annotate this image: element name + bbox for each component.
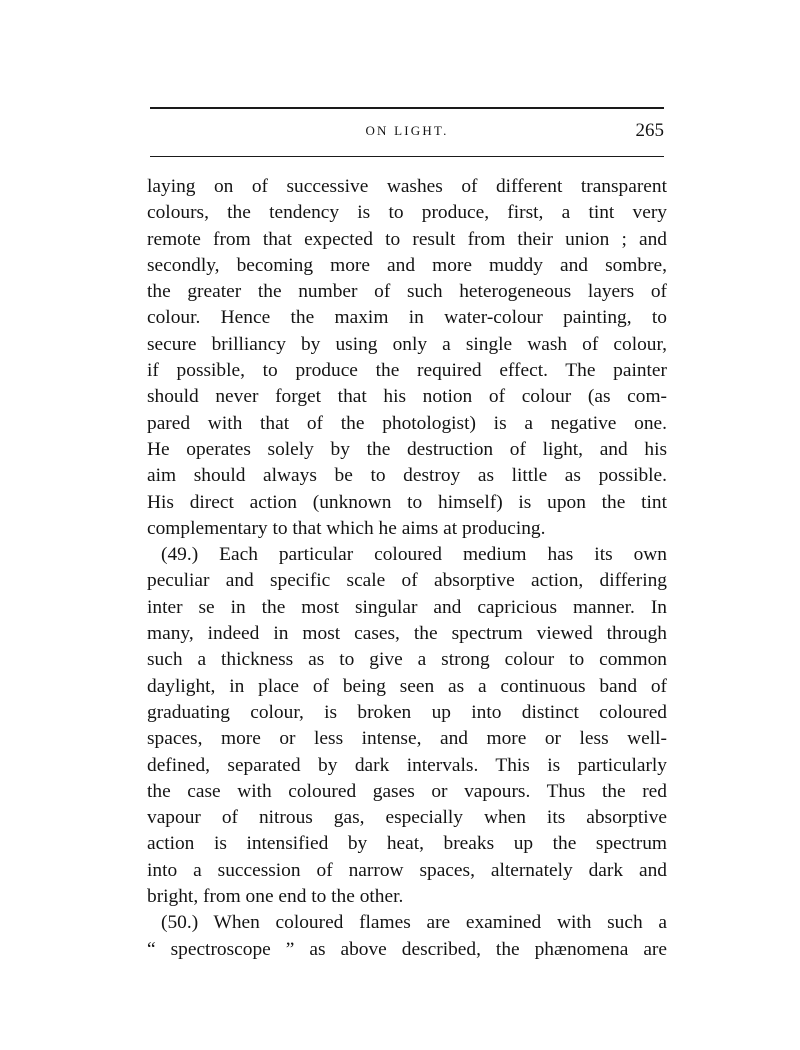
text-line: “ spectroscope ” as above described, the phænomena are [147, 938, 667, 960]
running-title: ON LIGHT. [365, 123, 449, 138]
text-line: His direct action (unknown to himself) is upon the tint [147, 491, 667, 513]
body-text [147, 174, 667, 963]
text-line: should never forget that his notion of colour (as com- [147, 386, 667, 408]
text-line: graduating colour, is broken up into distinct coloured [147, 701, 667, 723]
text-line: peculiar and specific scale of absorptive action, differing [147, 570, 667, 592]
text-line: defined, separated by dark intervals. This is particularly [147, 754, 667, 776]
text-line: action is intensified by heat, breaks up the spectrum [147, 833, 667, 855]
text-line: secure brilliancy by using only a single wash of colour, [147, 333, 667, 355]
text-line: bright, from one end to the other. [147, 886, 404, 908]
text-line: secondly, becoming more and more muddy and sombre, [147, 254, 667, 276]
text-line: the case with coloured gases or vapours. Thus the red [147, 780, 667, 802]
header-rule-top [150, 107, 664, 109]
text-line: such a thickness as to give a strong colour to common [147, 649, 667, 671]
text-line: the greater the number of such heterogeneous layers of [147, 281, 667, 303]
text-line: aim should always be to destroy as little as possible. [147, 465, 667, 487]
text-line: remote from that expected to result from their union ; and [147, 228, 667, 250]
text-line: daylight, in place of being seen as a continuous band of [147, 675, 667, 697]
header-rule-bottom [150, 156, 664, 157]
paragraph-49-first-line: (49.) Each particular coloured medium has its own [161, 544, 667, 566]
paragraph-50-first-line: (50.) When coloured flames are examined with such a [161, 912, 667, 934]
text-line: laying on of successive washes of different transparent [147, 176, 667, 197]
text-line: spaces, more or less intense, and more or less well- [147, 728, 667, 750]
text-line: inter se in the most singular and capricious manner. In [147, 596, 667, 618]
text-line: vapour of nitrous gas, especially when its absorptive [147, 807, 667, 829]
text-line: complementary to that which he aims at producing. [147, 517, 546, 539]
text-line: colours, the tendency is to produce, first, a tint very [147, 202, 667, 224]
text-line: colour. Hence the maxim in water-colour painting, to [147, 307, 667, 329]
text-line: He operates solely by the destruction of light, and his [147, 438, 667, 460]
page-number: 265 [635, 120, 664, 141]
running-head [150, 120, 664, 142]
text-line: into a succession of narrow spaces, alternately dark and [147, 859, 667, 881]
text-line: if possible, to produce the required effect. The painter [147, 360, 667, 382]
text-line: many, indeed in most cases, the spectrum viewed through [147, 623, 667, 645]
text-line: pared with that of the photologist) is a negative one. [147, 412, 667, 434]
